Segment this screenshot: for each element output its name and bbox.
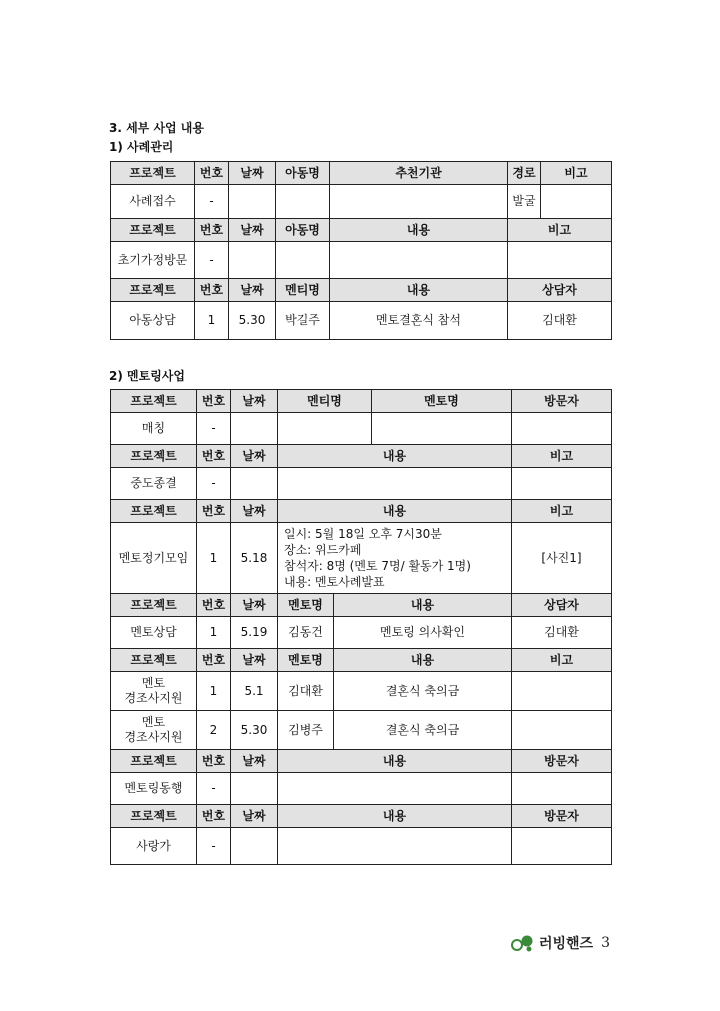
header-cell: 프로젝트 (111, 500, 197, 523)
table-cell: 초기가정방문 (111, 242, 195, 279)
table-cell (278, 413, 372, 445)
header-cell: 날짜 (229, 162, 276, 185)
table-row (111, 773, 612, 805)
table-row (111, 302, 612, 340)
table-header-row (111, 279, 612, 302)
table-cell (512, 468, 612, 500)
table-cell: - (197, 468, 231, 500)
table-cell: 매칭 (111, 413, 197, 445)
header-cell: 멘토명 (372, 390, 512, 413)
table-header-row (111, 445, 612, 468)
detail-line: 장소: 위드카페 (284, 543, 362, 557)
table-cell: 사랑가 (111, 828, 197, 865)
table-header-row (111, 219, 612, 242)
table-header-row (111, 500, 612, 523)
table-cell: 1 (197, 523, 231, 594)
table-header-row (111, 805, 612, 828)
table-cell (229, 185, 276, 219)
header-cell: 프로젝트 (111, 805, 197, 828)
table-cell (111, 672, 197, 711)
header-cell: 비고 (512, 649, 612, 672)
header-cell: 날짜 (231, 649, 278, 672)
table-cell: 사례접수 (111, 185, 195, 219)
header-cell: 추천기관 (330, 162, 508, 185)
cell-line: 경조사지원 (124, 730, 183, 744)
table-cell (508, 242, 612, 279)
table-row (111, 617, 612, 649)
footer (511, 933, 610, 953)
detail-line: 참석자: 8명 (멘토 7명/ 활동가 1명) (284, 559, 471, 573)
header-cell: 방문자 (512, 750, 612, 773)
table-row (111, 711, 612, 750)
table-row (111, 523, 612, 594)
table-cell: 김대환 (508, 302, 612, 340)
table-cell (231, 468, 278, 500)
case-management-table (110, 161, 612, 340)
table-cell: - (197, 828, 231, 865)
table-cell: - (197, 413, 231, 445)
subsection-title-mentoring: 2) 멘토링사업 (109, 369, 185, 383)
table-cell (372, 413, 512, 445)
table-cell: 1 (197, 672, 231, 711)
table-cell: 2 (197, 711, 231, 750)
table-cell: 5.30 (229, 302, 276, 340)
table-cell: - (197, 773, 231, 805)
table-header-row (111, 390, 612, 413)
header-cell: 내용 (330, 219, 508, 242)
table-row (111, 468, 612, 500)
brand-name: 러빙핸즈 (538, 936, 594, 952)
header-cell: 상담자 (508, 279, 612, 302)
table-cell: 1 (195, 302, 229, 340)
table-header-row (111, 750, 612, 773)
table-header-row (111, 649, 612, 672)
table-cell (541, 185, 612, 219)
header-cell: 프로젝트 (111, 750, 197, 773)
table-cell (512, 773, 612, 805)
header-cell: 날짜 (229, 279, 276, 302)
table-cell: 발굴 (508, 185, 541, 219)
table-row (111, 828, 612, 865)
table-cell: 멘토링 의사확인 (334, 617, 512, 649)
header-cell: 프로젝트 (111, 219, 195, 242)
header-cell: 아동명 (276, 162, 330, 185)
table-cell: - (195, 242, 229, 279)
subsection-title-case-management: 1) 사례관리 (109, 140, 174, 154)
header-cell: 번호 (195, 279, 229, 302)
header-cell: 내용 (278, 805, 512, 828)
table-cell: 박길주 (276, 302, 330, 340)
header-cell: 멘토명 (278, 649, 334, 672)
table-cell (276, 242, 330, 279)
header-cell: 번호 (195, 219, 229, 242)
table-cell (231, 773, 278, 805)
header-cell: 번호 (197, 500, 231, 523)
header-cell: 날짜 (231, 750, 278, 773)
table-cell (111, 711, 197, 750)
table-cell: 멘토결혼식 참석 (330, 302, 508, 340)
header-cell: 번호 (195, 162, 229, 185)
table-header-row (111, 594, 612, 617)
header-cell: 날짜 (231, 594, 278, 617)
table-cell: 결혼식 축의금 (334, 711, 512, 750)
table-cell (512, 413, 612, 445)
table-cell: 김대환 (278, 672, 334, 711)
table-cell: 중도종결 (111, 468, 197, 500)
table-cell (229, 242, 276, 279)
table-cell (231, 413, 278, 445)
header-cell: 멘토명 (278, 594, 334, 617)
header-cell: 내용 (334, 594, 512, 617)
header-cell: 멘티명 (276, 279, 330, 302)
header-cell: 프로젝트 (111, 594, 197, 617)
table-cell (278, 468, 512, 500)
header-cell: 프로젝트 (111, 162, 195, 185)
table-header-row (111, 162, 612, 185)
table-cell: 김동건 (278, 617, 334, 649)
header-cell: 비고 (512, 500, 612, 523)
header-cell: 비고 (512, 445, 612, 468)
table-cell: 김병주 (278, 711, 334, 750)
header-cell: 날짜 (231, 500, 278, 523)
table-cell: - (195, 185, 229, 219)
table-cell: 5.1 (231, 672, 278, 711)
section-title: 3. 세부 사업 내용 (109, 121, 204, 135)
header-cell: 번호 (197, 594, 231, 617)
header-cell: 멘티명 (278, 390, 372, 413)
header-cell: 프로젝트 (111, 445, 197, 468)
table-cell: 멘토상담 (111, 617, 197, 649)
header-cell: 번호 (197, 649, 231, 672)
table-cell: 5.19 (231, 617, 278, 649)
table-cell (278, 828, 512, 865)
header-cell: 프로젝트 (111, 649, 197, 672)
cell-line: 경조사지원 (124, 691, 183, 705)
header-cell: 날짜 (231, 445, 278, 468)
table-cell: 1 (197, 617, 231, 649)
meeting-details-cell (278, 523, 512, 594)
table-cell: 멘토링동행 (111, 773, 197, 805)
header-cell: 번호 (197, 390, 231, 413)
table-row (111, 242, 612, 279)
header-cell: 내용 (334, 649, 512, 672)
header-cell: 아동명 (276, 219, 330, 242)
detail-line: 내용: 멘토사례발표 (284, 575, 385, 589)
header-cell: 비고 (508, 219, 612, 242)
table-cell: 멘토정기모임 (111, 523, 197, 594)
mentoring-table (110, 389, 612, 865)
header-cell: 번호 (197, 750, 231, 773)
table-cell: 5.30 (231, 711, 278, 750)
header-cell: 내용 (330, 279, 508, 302)
table-cell (276, 185, 330, 219)
header-cell: 프로젝트 (111, 279, 195, 302)
page-number: 3 (601, 935, 610, 951)
table-cell (231, 828, 278, 865)
header-cell: 날짜 (229, 219, 276, 242)
header-cell: 번호 (197, 805, 231, 828)
header-cell: 방문자 (512, 805, 612, 828)
table-row (111, 185, 612, 219)
detail-line: 일시: 5월 18일 오후 7시30분 (284, 527, 442, 541)
table-cell (330, 242, 508, 279)
header-cell: 상담자 (512, 594, 612, 617)
table-cell: 결혼식 축의금 (334, 672, 512, 711)
header-cell: 내용 (278, 750, 512, 773)
table-cell (512, 828, 612, 865)
table-cell: 아동상담 (111, 302, 195, 340)
header-cell: 비고 (541, 162, 612, 185)
header-cell: 날짜 (231, 390, 278, 413)
table-row (111, 413, 612, 445)
table-cell: 5.18 (231, 523, 278, 594)
header-cell: 내용 (278, 500, 512, 523)
table-cell (278, 773, 512, 805)
table-cell (512, 711, 612, 750)
cell-line: 멘토 (141, 715, 166, 729)
table-cell: 김대환 (512, 617, 612, 649)
header-cell: 경로 (508, 162, 541, 185)
table-cell (330, 185, 508, 219)
table-cell (512, 672, 612, 711)
header-cell: 프로젝트 (111, 390, 197, 413)
table-row (111, 672, 612, 711)
header-cell: 번호 (197, 445, 231, 468)
header-cell: 날짜 (231, 805, 278, 828)
header-cell: 내용 (278, 445, 512, 468)
header-cell: 방문자 (512, 390, 612, 413)
cell-line: 멘토 (141, 676, 166, 690)
loving-hands-logo-icon (511, 934, 535, 952)
table-cell: [사진1] (512, 523, 612, 594)
